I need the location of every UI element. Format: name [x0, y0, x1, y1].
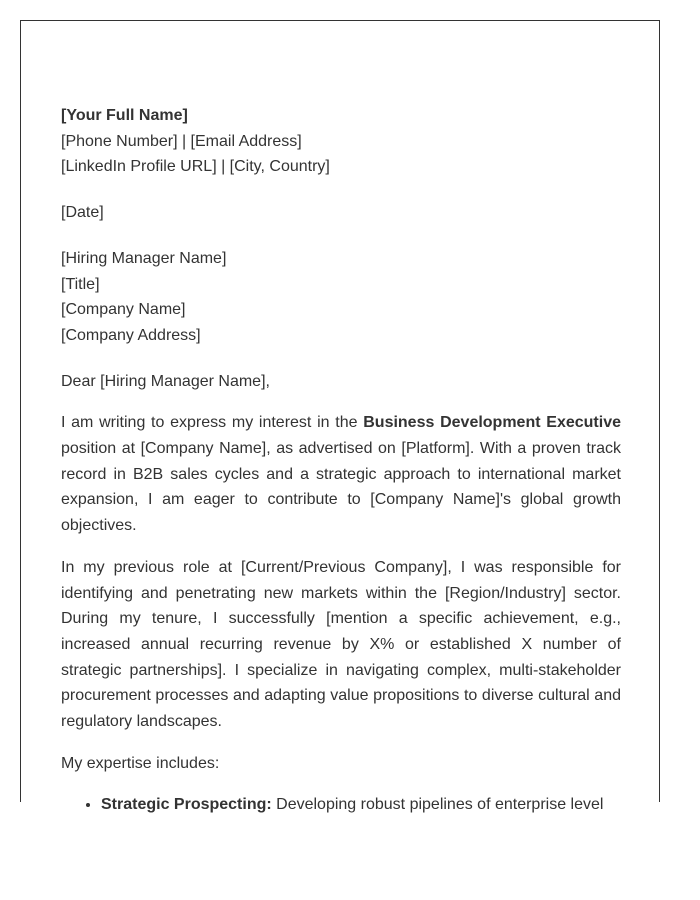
paragraph-experience: In my previous role at [Current/Previous Company], I was responsible for identifying and penetrating new markets within the [Region/Industry] sector. During my tenure, I successfully [mention a specific achievement, e.g., increased annual recurring revenue by X% or established X number of strategic partnerships]. I specialize in navigating complex, multi-stakeholder procurement processes and adapting value propositions to diverse cultural and regulatory landscapes. — [61, 558, 621, 731]
expertise-intro: My expertise includes: — [61, 754, 220, 772]
sender-contact-line: [Phone Number] | [Email Address] — [61, 132, 302, 150]
letter-content — [61, 103, 621, 818]
role-title: Business Development Executive — [363, 414, 621, 432]
paragraph-intro-rest: position at [Company Name], as advertised on [Platform]. With a proven track record in B2B sales cycles and a strategic approach to international market expansion, I am eager to contribute to [Company Name]'s global growth objectives. — [61, 440, 621, 535]
recipient-name: [Hiring Manager Name] — [61, 249, 227, 267]
date-block — [61, 200, 621, 226]
letter-date: [Date] — [61, 204, 104, 222]
expertise-item-title: Strategic Prospecting: — [101, 796, 272, 814]
recipient-block — [61, 246, 621, 349]
salutation: Dear [Hiring Manager Name], — [61, 372, 270, 390]
letter-page — [20, 20, 660, 814]
paragraph-intro — [61, 410, 621, 539]
sender-links-line: [LinkedIn Profile URL] | [City, Country] — [61, 158, 330, 176]
sender-block — [61, 103, 621, 180]
recipient-address: [Company Address] — [61, 326, 201, 344]
recipient-company: [Company Name] — [61, 301, 186, 319]
expertise-list — [61, 792, 621, 818]
sender-name: [Your Full Name] — [61, 107, 188, 124]
expertise-item-text: Developing robust pipelines of enterprise level — [271, 796, 604, 814]
expertise-item — [101, 792, 621, 818]
paragraph-intro-lead: I am writing to express my interest in the — [61, 414, 364, 432]
recipient-title: [Title] — [61, 275, 100, 293]
